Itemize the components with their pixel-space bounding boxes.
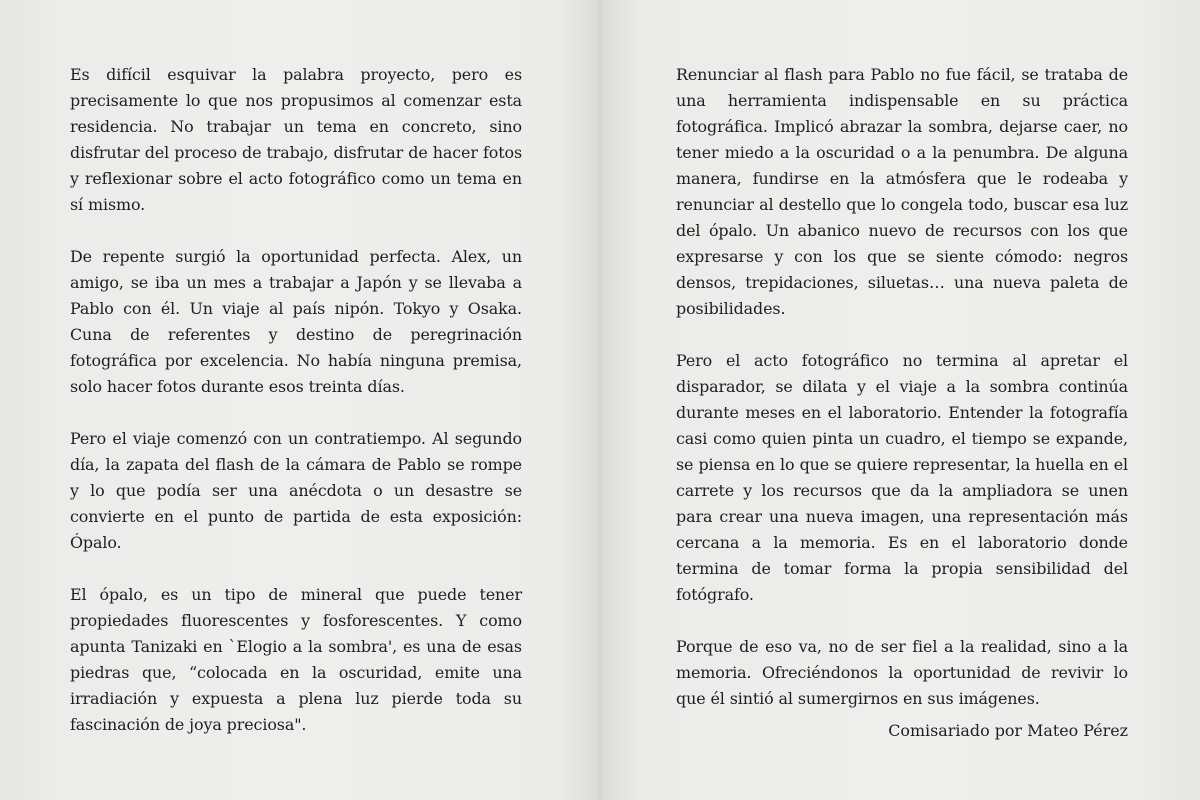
paragraph: Porque de eso va, no de ser fiel a la realidad, sino a la memoria. Ofreciéndonos la oportunidad de revivir lo que él sintió al sumergirnos en sus imágenes.	[676, 637, 1128, 708]
paragraph: Es difícil esquivar la palabra proyecto, pero es precisamente lo que nos propusimos al comenzar esta residencia. No trabajar un tema en concreto, sino disfrutar del proceso de trabajo, disfrutar de hacer fotos y reflexionar sobre el acto fotográfico como un tema en sí mismo.	[70, 65, 522, 214]
paragraph: Renunciar al flash para Pablo no fue fácil, se trataba de una herramienta indispensable en su práctica fotográfica. Implicó abrazar la sombra, dejarse caer, no tener miedo a la oscuridad o a la penumbra. De alguna manera, fundirse en la atmósfera que le rodeaba y renunciar al destello que lo congela todo, buscar esa luz del ópalo. Un abanico nuevo de recursos con los que expresarse y con los que se siente cómodo: negros densos, trepidaciones, siluetas… una nueva paleta de posibilidades.	[676, 65, 1128, 318]
right-page	[600, 0, 1200, 800]
curator-credit: Comisariado por Mateo Pérez	[888, 721, 1128, 740]
paragraph: Pero el acto fotográfico no termina al apretar el disparador, se dilata y el viaje a la sombra continúa durante meses en el laboratorio. Entender la fotografía casi como quien pinta un cuadro, el tiempo se expande, se piensa en lo que se quiere representar, la huella en el carrete y los recursos que da la ampliadora se unen para crear una nueva imagen, una representación más cercana a la memoria. Es en el laboratorio donde termina de tomar forma la propia sensibilidad del fotógrafo.	[676, 351, 1128, 604]
paragraph: Pero el viaje comenzó con un contratiempo. Al segundo día, la zapata del flash de la cámara de Pablo se rompe y lo que podía ser una anécdota o un desastre se convierte en el punto de partida de esta exposición: Ópalo.	[70, 429, 522, 552]
paragraph: El ópalo, es un tipo de mineral que puede tener propiedades fluorescentes y fosforescentes. Y como apunta Tanizaki en `Elogio a la sombra', es una de esas piedras que, “colocada en la oscuridad, emite una irradiación y expuesta a plena luz pierde toda su fascinación de joya preciosa".	[70, 585, 522, 734]
left-text-column	[70, 62, 522, 764]
right-text-column	[676, 62, 1128, 738]
paragraph: De repente surgió la oportunidad perfecta. Alex, un amigo, se iba un mes a trabajar a Japón y se llevaba a Pablo con él. Un viaje al país nipón. Tokyo y Osaka. Cuna de referentes y destino de peregrinación fotográfica por excelencia. No había ninguna premisa, solo hacer fotos durante esos treinta días.	[70, 247, 522, 396]
